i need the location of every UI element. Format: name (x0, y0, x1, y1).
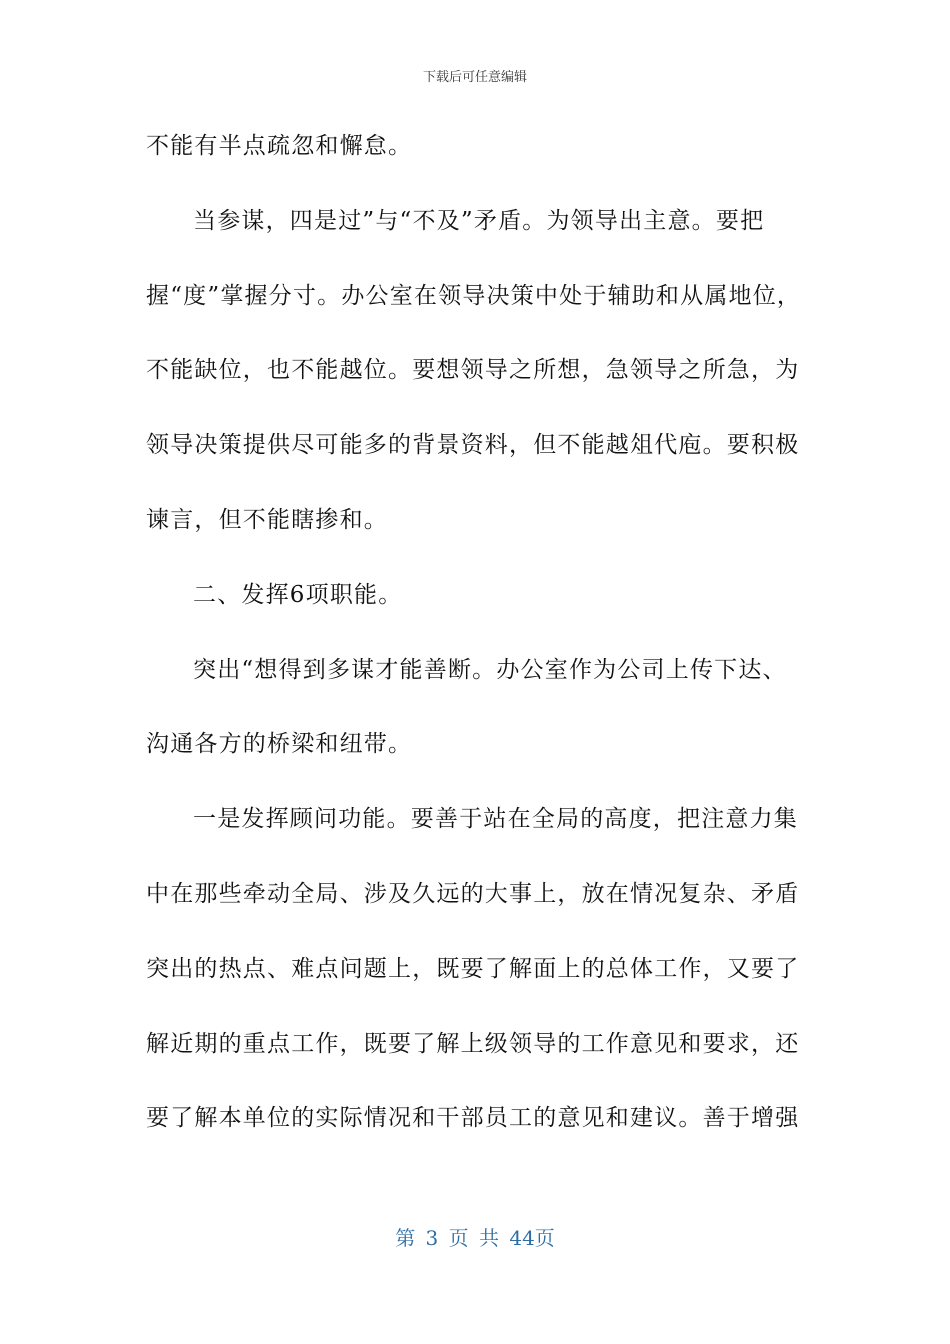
text-line: 解近期的重点工作，既要了解上级领导的工作意见和要求，还 (146, 1030, 800, 1057)
text-line: 沟通各方的桥梁和纽带。 (146, 731, 413, 758)
text-line: 要了解本单位的实际情况和干部员工的意见和建议。善于增强 (146, 1105, 800, 1132)
text-line: 中在那些牵动全局、涉及久远的大事上，放在情况复杂、矛盾 (146, 880, 800, 907)
text-line: 谏言，但不能瞎掺和。 (146, 506, 388, 533)
text-line: 突出“想得到多谋才能善断。办公室作为公司上传下达、 (193, 656, 787, 683)
text-line: 不能缺位，也不能越位。要想领导之所想，急领导之所急，为 (146, 357, 800, 384)
text-line: 一是发挥顾问功能。要善于站在全局的高度，把注意力集 (193, 806, 798, 833)
document-body (146, 122, 806, 1169)
section-heading: 二、发挥6项职能。 (193, 581, 403, 608)
text-line: 不能有半点疏忽和懈怠。 (146, 133, 413, 159)
text-line: 领导决策提供尽可能多的背景资料，但不能越俎代庖。要积极 (146, 432, 800, 459)
text-line: 当参谋，四是过”与“不及”矛盾。为领导出主意。要把 (193, 207, 765, 234)
page-header: 下载后可任意编辑 (422, 70, 527, 85)
text-line: 突出的热点、难点问题上，既要了解面上的总体工作，又要了 (146, 955, 800, 982)
text-line: 握“度”掌握分寸。办公室在领导决策中处于辅助和从属地位， (146, 282, 802, 309)
page-number-footer: 第 3 页 共 44页 (395, 1226, 555, 1250)
